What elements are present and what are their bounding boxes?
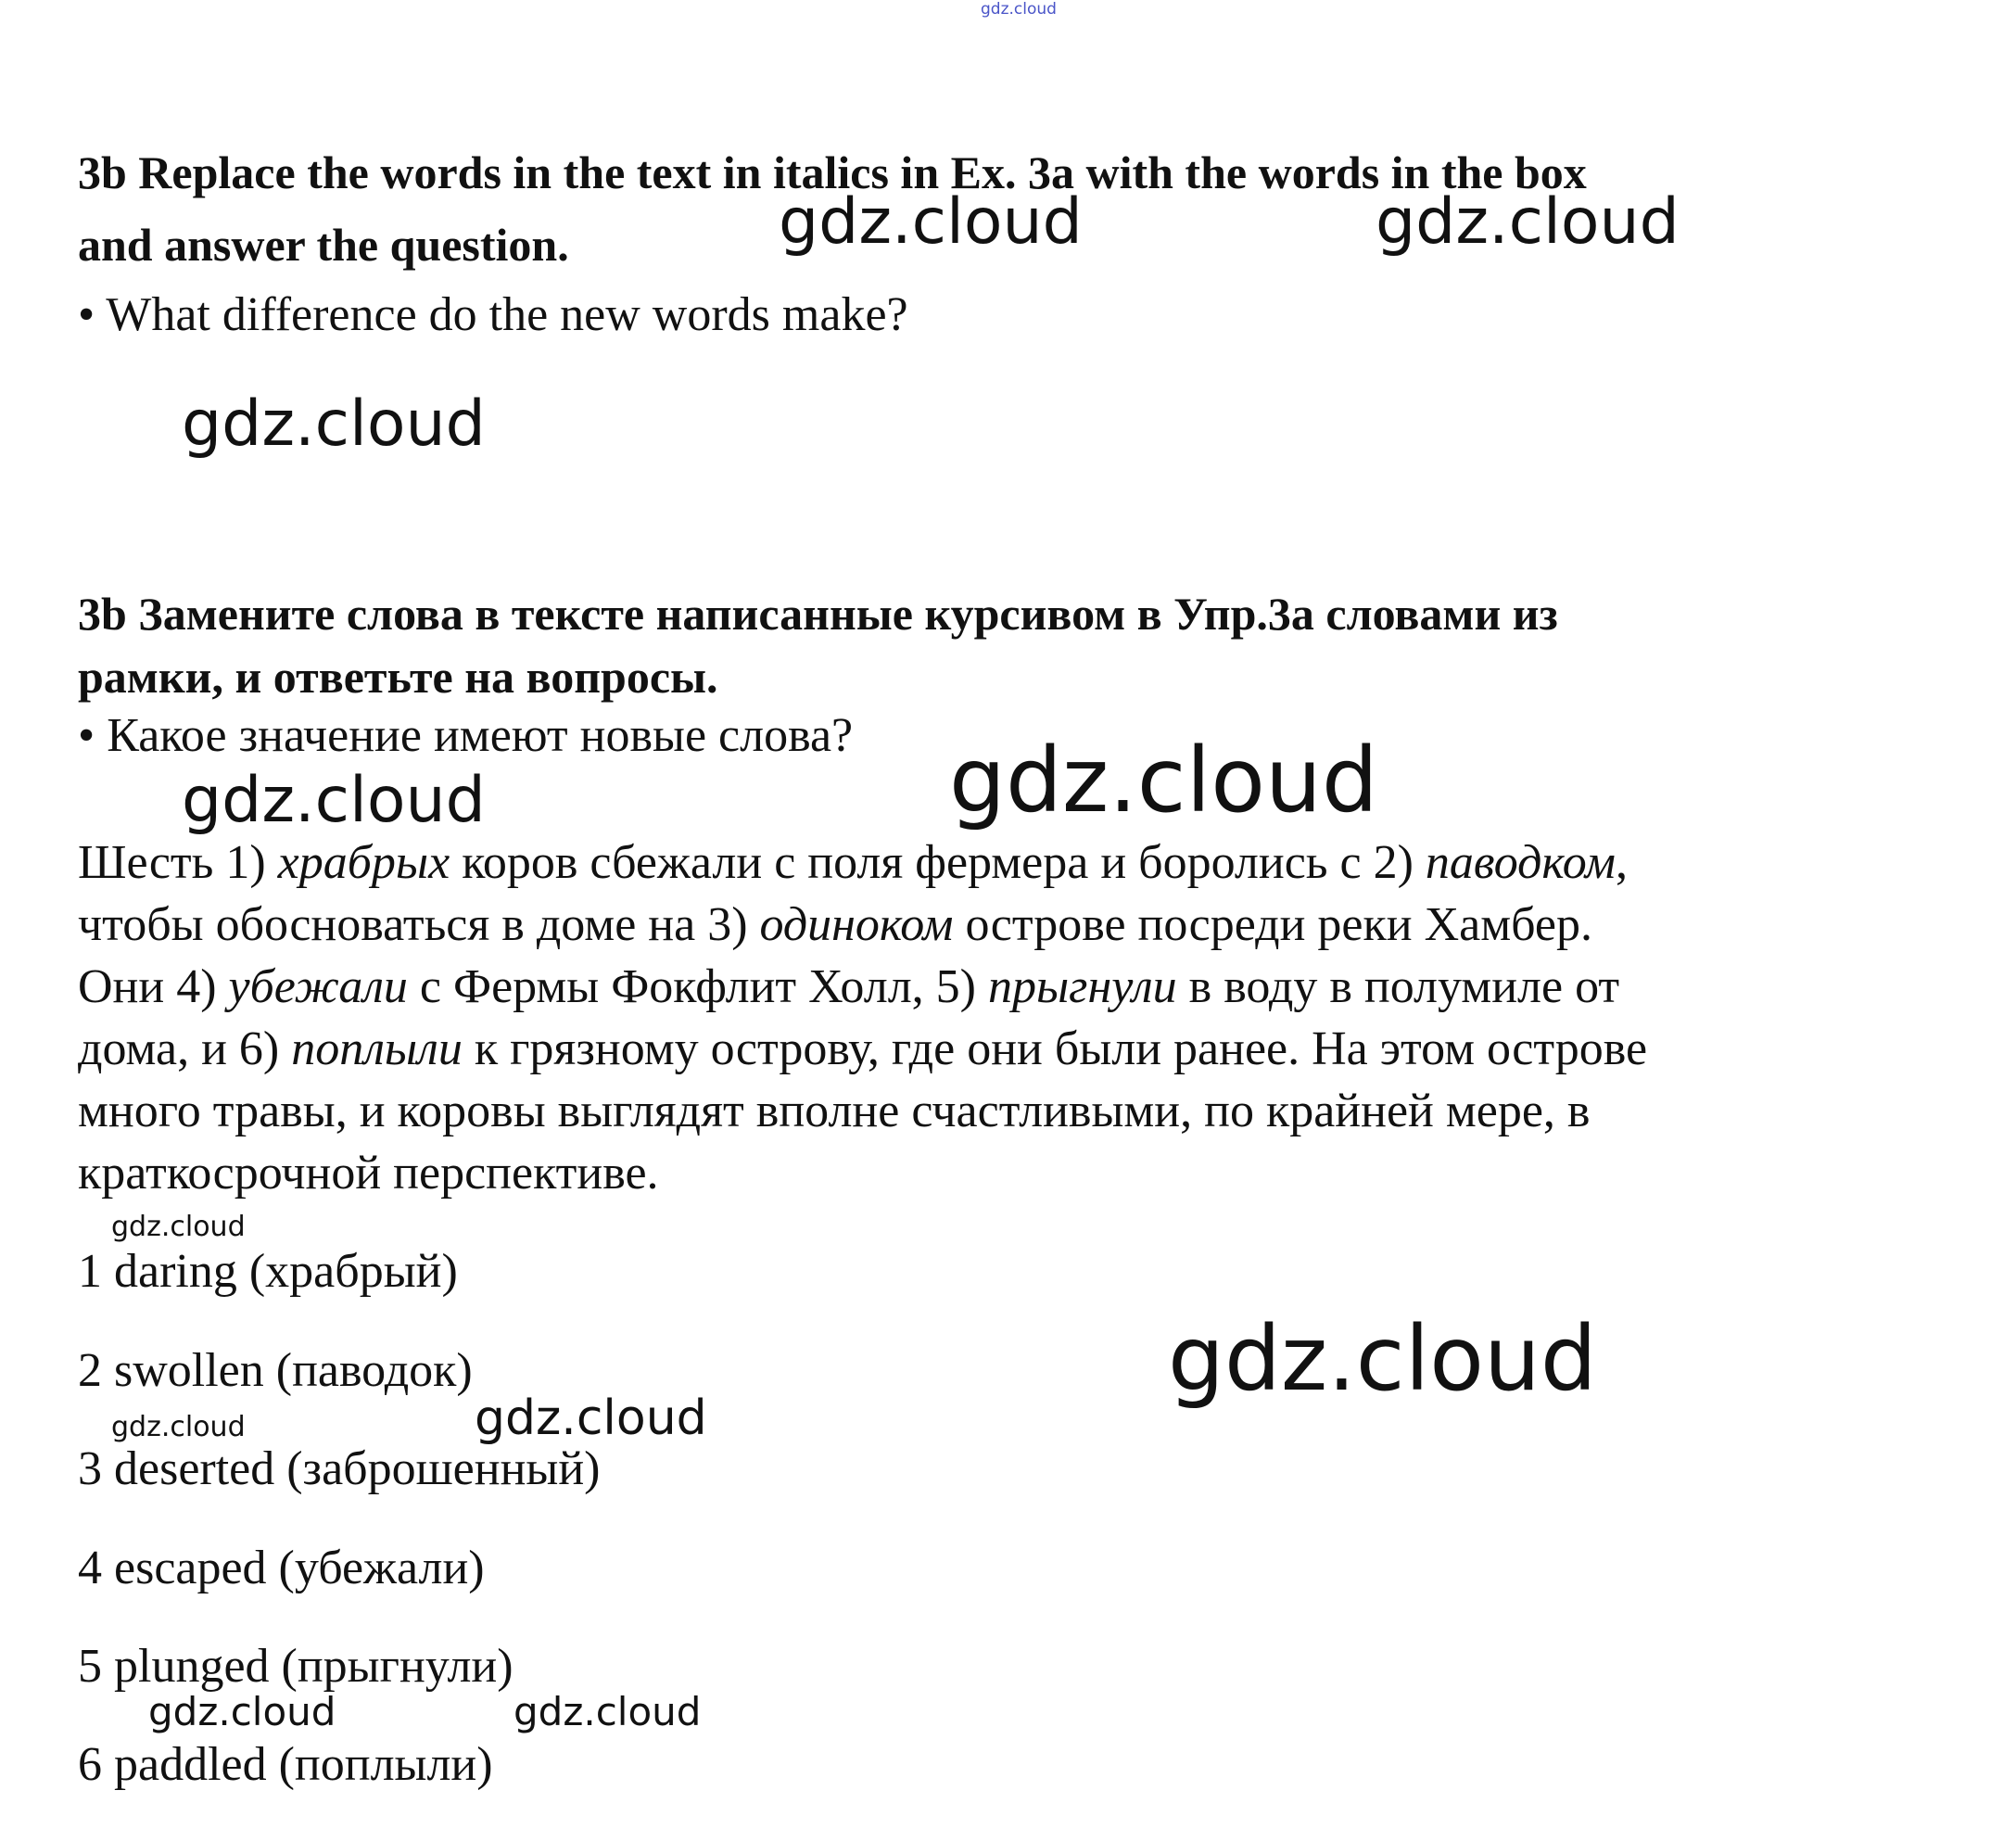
answer-item-2: 2 swollen (паводок) bbox=[78, 1344, 473, 1397]
answer-item-6: 6 paddled (поплыли) bbox=[78, 1738, 493, 1791]
watermark: gdz.cloud bbox=[475, 1390, 707, 1446]
english-task-heading-line-2: and answer the question. bbox=[78, 219, 569, 271]
top-watermark: gdz.cloud bbox=[981, 0, 1057, 19]
russian-task-heading-line-1: 3b Замените слова в тексте написанные курсивом в Упр.3а словами из bbox=[78, 588, 1558, 640]
watermark: gdz.cloud bbox=[779, 185, 1083, 259]
answer-item-1: 1 daring (храбрый) bbox=[78, 1245, 458, 1298]
paragraph-line-1: Шесть 1) храбрых коров сбежали с поля фермера и боролись с 2) паводком, bbox=[78, 836, 1628, 889]
answer-item-5: 5 plunged (прыгнули) bbox=[78, 1640, 514, 1693]
italic-word-ran-away: убежали bbox=[228, 960, 408, 1013]
russian-task-question: • Какое значение имеют новые слова? bbox=[78, 709, 854, 762]
italic-word-flood: паводком bbox=[1425, 836, 1616, 889]
watermark: gdz.cloud bbox=[949, 729, 1378, 832]
italic-word-brave: храбрых bbox=[277, 836, 450, 889]
russian-task-heading-line-2: рамки, и ответьте на вопросы. bbox=[78, 651, 718, 703]
answer-item-4: 4 escaped (убежали) bbox=[78, 1542, 485, 1594]
watermark: gdz.cloud bbox=[1168, 1307, 1597, 1411]
paragraph-line-6: краткосрочной перспективе. bbox=[78, 1147, 659, 1200]
watermark: gdz.cloud bbox=[148, 1689, 336, 1734]
paragraph-line-2: чтобы обосноваться в доме на 3) одиноком острове посреди реки Хамбер. bbox=[78, 898, 1592, 951]
paragraph-line-4: дома, и 6) поплыли к грязному острову, где они были ранее. На этом острове bbox=[78, 1022, 1648, 1075]
watermark: gdz.cloud bbox=[514, 1689, 702, 1734]
watermark: gdz.cloud bbox=[111, 1211, 246, 1243]
italic-word-swam: поплыли bbox=[291, 1022, 463, 1075]
watermark: gdz.cloud bbox=[182, 764, 486, 837]
watermark: gdz.cloud bbox=[111, 1411, 246, 1443]
italic-word-lonely: одиноком bbox=[759, 898, 954, 951]
italic-word-jumped: прыгнули bbox=[987, 960, 1177, 1013]
answer-item-3: 3 deserted (заброшенный) bbox=[78, 1442, 601, 1495]
paragraph-line-5: много травы, и коровы выглядят вполне счастливыми, по крайней мере, в bbox=[78, 1085, 1591, 1137]
paragraph-line-3: Они 4) убежали с Фермы Фокфлит Холл, 5) прыгнули в воду в полумиле от bbox=[78, 960, 1620, 1013]
watermark: gdz.cloud bbox=[182, 387, 486, 461]
english-task-heading-line-1: 3b Replace the words in the text in italics in Ex. 3a with the words in the box bbox=[78, 146, 1587, 198]
watermark: gdz.cloud bbox=[1376, 185, 1680, 259]
english-task-question: • What difference do the new words make? bbox=[78, 288, 908, 341]
